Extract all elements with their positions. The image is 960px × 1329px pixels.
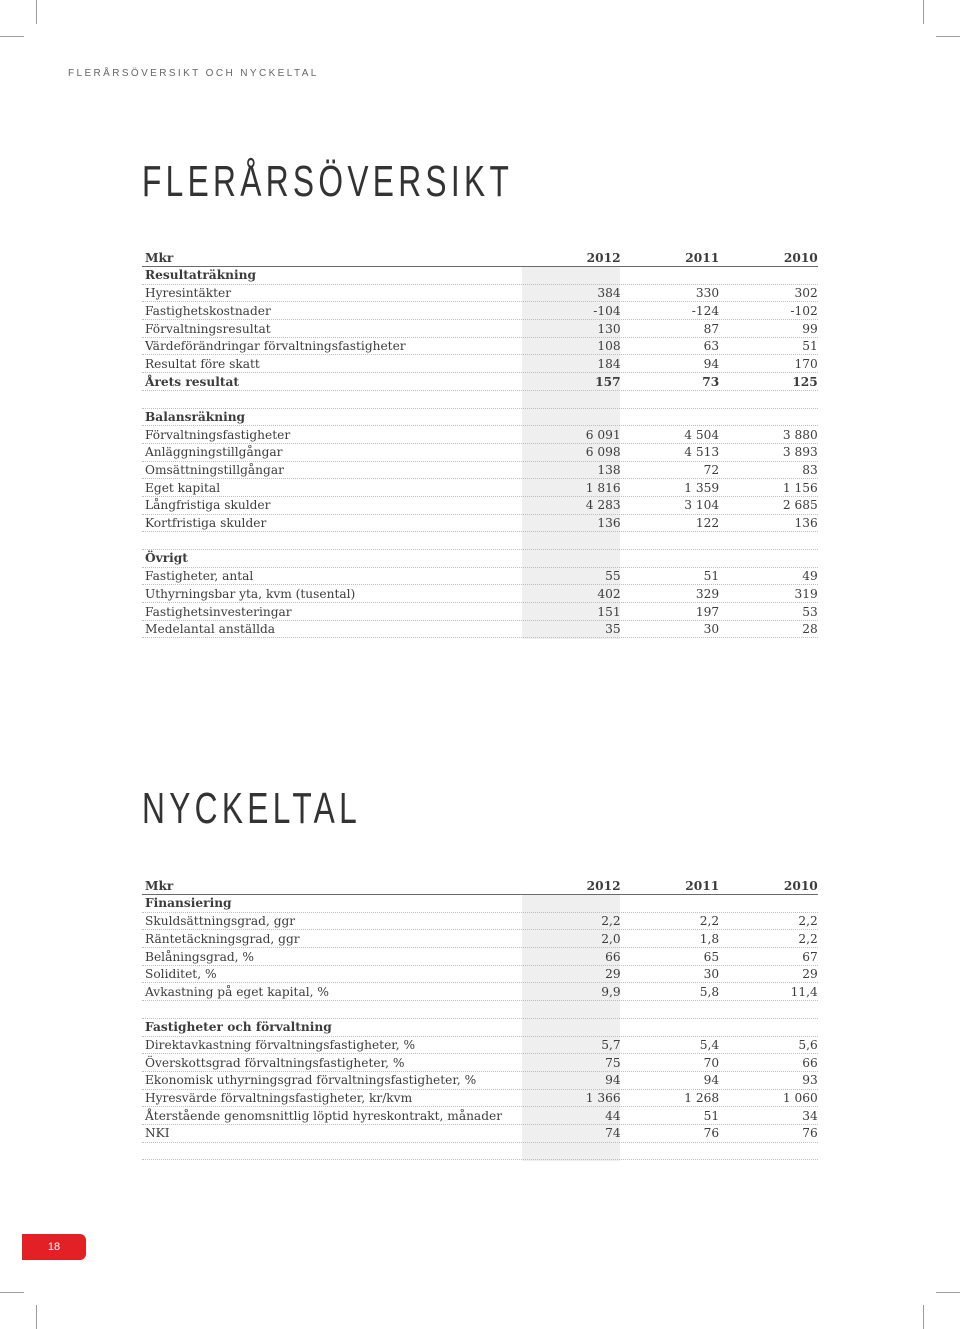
row-value: 3 104	[684, 498, 720, 513]
row-label: Fastighetskostnader	[145, 303, 271, 318]
row-label: Kortfristiga skulder	[145, 516, 267, 531]
row-value: 74	[605, 1126, 621, 1141]
row-value: 157	[595, 374, 621, 389]
row-label: Värdeförändringar förvaltningsfastigheter	[145, 339, 406, 354]
row-value: 5,6	[798, 1037, 818, 1052]
page-number: 18	[47, 1241, 61, 1253]
row-label: Förvaltningsresultat	[145, 321, 271, 336]
row-value: 2,2	[798, 931, 818, 946]
table-row	[142, 338, 818, 356]
row-label: Räntetäckningsgrad, ggr	[145, 931, 300, 946]
header-year: 2012	[586, 250, 621, 265]
row-value: 136	[794, 516, 818, 531]
row-value: 53	[802, 604, 818, 619]
table-row	[142, 983, 818, 1001]
row-value: 1,8	[699, 931, 720, 946]
row-label: Fastigheter, antal	[145, 569, 254, 584]
table-row	[142, 497, 818, 515]
row-value: 108	[597, 339, 621, 354]
row-value: 75	[605, 1055, 621, 1070]
header-label: Mkr	[145, 878, 174, 893]
row-value: 1 366	[585, 1091, 621, 1106]
table-row	[142, 585, 818, 603]
row-value: 3 880	[782, 427, 818, 442]
row-value: 11,4	[790, 984, 818, 999]
row-value: 138	[597, 463, 621, 478]
row-label: Belåningsgrad, %	[145, 949, 255, 964]
row-label: Medelantal anställda	[145, 622, 276, 637]
group-heading: Fastigheter och förvaltning	[145, 1020, 332, 1035]
row-label: Fastighetsinvesteringar	[145, 604, 292, 619]
row-value: 34	[802, 1108, 818, 1123]
group-heading: Övrigt	[145, 551, 188, 566]
row-value: 29	[802, 967, 818, 982]
row-value: 44	[605, 1108, 621, 1123]
row-value: 51	[703, 1108, 720, 1123]
row-value: 6 091	[585, 427, 621, 442]
group-heading: Resultaträkning	[145, 268, 257, 283]
row-label: Eget kapital	[145, 480, 221, 495]
row-label: Soliditet, %	[145, 967, 217, 982]
row-label: Hyresintäkter	[145, 286, 232, 301]
row-label: Hyresvärde förvaltningsfastigheter, kr/kvm	[145, 1091, 413, 1106]
crop-mark	[923, 0, 924, 24]
table-nyckeltal	[142, 875, 818, 1160]
group-heading-row	[142, 409, 818, 427]
row-value: -104	[593, 303, 621, 318]
row-value: 4 504	[684, 427, 720, 442]
row-value: 94	[605, 1073, 621, 1088]
row-value: 2,2	[699, 914, 720, 929]
row-value: 67	[802, 949, 818, 964]
header-year: 2010	[783, 878, 818, 893]
group-heading: Finansiering	[145, 896, 232, 911]
row-value: 125	[792, 374, 818, 389]
header-year: 2011	[685, 250, 720, 265]
table-row	[142, 320, 818, 338]
crop-mark	[0, 1292, 24, 1293]
row-value: 55	[605, 569, 621, 584]
row-value: 66	[605, 949, 621, 964]
spacer-row	[142, 532, 818, 550]
row-value: 30	[703, 967, 720, 982]
table-row	[142, 285, 818, 303]
table-header-row	[142, 875, 818, 895]
header-year: 2010	[783, 250, 818, 265]
header-year: 2011	[685, 878, 720, 893]
row-value: 72	[703, 463, 720, 478]
row-label: Ekonomisk uthyrningsgrad förvaltningsfastigheter, %	[145, 1073, 477, 1088]
table-row	[142, 913, 818, 931]
table-row	[142, 1037, 818, 1055]
header-label: Mkr	[145, 250, 174, 265]
row-value: -102	[790, 303, 818, 318]
row-value: 2,2	[601, 914, 621, 929]
row-value: 184	[597, 356, 621, 371]
running-head: FLERÅRSÖVERSIKT OCH NYCKELTAL	[68, 68, 319, 79]
table-row	[142, 1072, 818, 1090]
row-value: 1 359	[684, 480, 720, 495]
row-value: 136	[597, 516, 621, 531]
row-value: 87	[703, 321, 720, 336]
header-year: 2012	[586, 878, 621, 893]
crop-mark	[0, 36, 24, 37]
row-label: Anläggningstillgångar	[145, 445, 283, 460]
row-value: 35	[605, 622, 621, 637]
row-value: 170	[794, 356, 818, 371]
table-row	[142, 462, 818, 480]
row-value: 122	[695, 516, 720, 531]
row-value: 330	[695, 286, 720, 301]
table-row	[142, 355, 818, 373]
table-row	[142, 603, 818, 621]
row-value: 70	[703, 1055, 720, 1070]
row-label: Omsättningstillgångar	[145, 463, 284, 478]
row-value: 83	[802, 463, 818, 478]
table-row	[142, 568, 818, 586]
row-value: 49	[802, 569, 818, 584]
row-label: Återstående genomsnittlig löptid hyreskontrakt, månader	[145, 1108, 503, 1123]
row-value: 94	[703, 356, 720, 371]
spacer-row	[142, 391, 818, 409]
table-row	[142, 515, 818, 533]
page-number-tab	[22, 1234, 86, 1260]
row-value: 51	[703, 569, 720, 584]
crop-mark	[36, 1305, 37, 1329]
table-row	[142, 966, 818, 984]
row-value: 4 283	[585, 498, 621, 513]
row-value: 402	[597, 586, 621, 601]
table-header-row	[142, 247, 818, 267]
table-row	[142, 426, 818, 444]
row-label: Avkastning på eget kapital, %	[145, 984, 329, 999]
row-value: 65	[703, 949, 720, 964]
section-title-nyckeltal: NYCKELTAL	[142, 784, 362, 833]
group-heading-row	[142, 895, 818, 913]
row-label: NKI	[145, 1126, 170, 1141]
row-value: 5,4	[699, 1037, 720, 1052]
row-value: 130	[597, 321, 621, 336]
row-value: -124	[691, 303, 720, 318]
table-row	[142, 621, 818, 639]
section-title-flerarsoversikt: FLERÅRSÖVERSIKT	[142, 157, 514, 206]
row-value: 94	[703, 1073, 720, 1088]
row-value: 99	[802, 321, 818, 336]
table-row	[142, 948, 818, 966]
row-value: 6 098	[585, 445, 621, 460]
crop-mark	[936, 1292, 960, 1293]
row-label: Långfristiga skulder	[145, 498, 271, 513]
row-value: 302	[794, 286, 818, 301]
row-value: 29	[605, 967, 621, 982]
table-row	[142, 373, 818, 391]
row-label: Förvaltningsfastigheter	[145, 427, 291, 442]
table-row	[142, 479, 818, 497]
spacer-row	[142, 1143, 818, 1161]
group-heading-row	[142, 1019, 818, 1037]
table-row	[142, 930, 818, 948]
group-heading: Balansräkning	[145, 409, 246, 424]
row-label: Direktavkastning förvaltningsfastigheter, %	[145, 1037, 416, 1052]
row-value: 4 513	[684, 445, 720, 460]
table-row	[142, 302, 818, 320]
crop-mark	[923, 1305, 924, 1329]
group-heading-row	[142, 550, 818, 568]
crop-mark	[36, 0, 37, 24]
crop-mark	[936, 36, 960, 37]
row-value: 197	[695, 604, 720, 619]
row-value: 2,0	[601, 931, 621, 946]
row-value: 9,9	[601, 984, 621, 999]
row-label: Resultat före skatt	[145, 356, 260, 371]
row-value: 66	[802, 1055, 818, 1070]
row-value: 76	[703, 1126, 720, 1141]
row-value: 93	[802, 1073, 818, 1088]
row-value: 151	[597, 604, 621, 619]
table-row	[142, 1125, 818, 1143]
group-heading-row	[142, 267, 818, 285]
row-value: 51	[802, 339, 818, 354]
row-label: Skuldsättningsgrad, ggr	[145, 914, 296, 929]
row-label: Överskottsgrad förvaltningsfastigheter, %	[145, 1055, 405, 1070]
row-value: 28	[802, 622, 818, 637]
row-value: 73	[702, 374, 720, 389]
row-value: 5,8	[699, 984, 720, 999]
table-flerarsoversikt	[142, 247, 818, 638]
row-value: 76	[802, 1126, 818, 1141]
row-value: 30	[703, 622, 720, 637]
table-row	[142, 1090, 818, 1108]
row-value: 1 060	[782, 1091, 818, 1106]
row-value: 1 816	[585, 480, 621, 495]
table-row	[142, 444, 818, 462]
row-value: 3 893	[782, 445, 818, 460]
row-value: 2,2	[798, 914, 818, 929]
spacer-row	[142, 1001, 818, 1019]
row-label: Årets resultat	[145, 374, 240, 389]
table-row	[142, 1107, 818, 1125]
row-value: 2 685	[782, 498, 818, 513]
row-value: 319	[794, 586, 818, 601]
row-value: 1 156	[782, 480, 818, 495]
row-value: 384	[597, 286, 621, 301]
table-row	[142, 1054, 818, 1072]
row-value: 329	[695, 586, 720, 601]
row-label: Uthyrningsbar yta, kvm (tusental)	[145, 586, 356, 601]
row-value: 1 268	[684, 1091, 720, 1106]
row-value: 63	[703, 339, 720, 354]
row-value: 5,7	[601, 1037, 621, 1052]
